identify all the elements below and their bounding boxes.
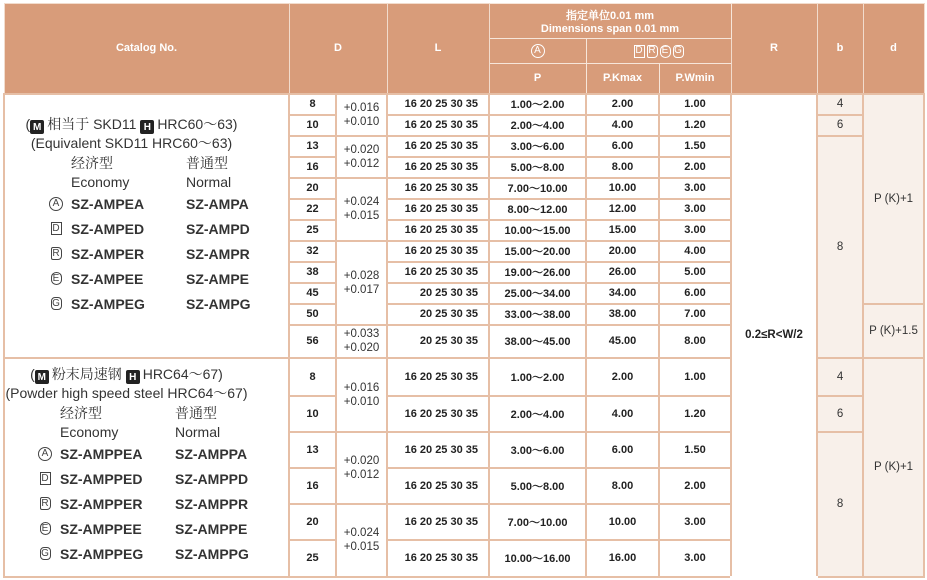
p-range: 10.00～15.00 [489,220,586,241]
type-label-row [5,403,288,422]
economy-model: SZ-AMPED [71,220,145,237]
model-row [5,266,288,291]
l-values: 16 20 25 30 35 [387,115,489,136]
p-range: 10.00～16.00 [489,540,586,577]
p-range: 1.00～2.00 [489,94,586,115]
p-range: 8.00～12.00 [489,199,586,220]
p-kmax: 45.00 [586,325,659,358]
model-row [5,466,288,491]
economy-model: SZ-AMPPEG [60,545,144,562]
header-b: b [817,4,863,94]
p-range: 38.00～45.00 [489,325,586,358]
type-d-icon: D [635,45,643,57]
p-wmin: 3.00 [659,199,731,220]
shape-g-icon: G [41,547,49,559]
normal-model: SZ-AMPPD [175,470,249,487]
shape-a-icon: A [38,447,52,461]
p-kmax: 6.00 [586,136,659,157]
normal-model: SZ-AMPPG [175,545,249,562]
p-kmax: 20.00 [586,241,659,262]
l-values: 16 20 25 30 35 [387,396,489,432]
tolerance-lower: +0.012 [343,468,380,481]
p-kmax: 6.00 [586,432,659,468]
p-range: 7.00～10.00 [489,504,586,540]
tolerance-upper: +0.016 [343,381,380,394]
tolerance-lower: +0.015 [343,541,380,553]
p-wmin: 4.00 [659,241,731,262]
shape-r-icon: R [41,497,49,509]
shape-g-icon [45,297,67,310]
p-range: 7.00～10.00 [489,178,586,199]
d-value: 16 [289,468,336,504]
l-values: 16 20 25 30 35 [387,178,489,199]
normal-model: SZ-AMPPR [175,495,249,512]
l-values: 16 20 25 30 35 [387,432,489,468]
normal-cn: 普通型 [175,404,217,421]
d-value: 25 [289,220,336,241]
p-wmin: 1.20 [659,396,731,432]
normal-model: SZ-AMPPE [175,520,248,537]
header-p-kmax: P.Kmax [586,64,659,94]
shape-e-icon: E [40,522,51,535]
header-dimensions-span [489,4,731,39]
d-value: 22 [289,199,336,220]
tolerance-lower: +0.010 [343,395,380,408]
d-tolerance [336,504,387,577]
type-e-icon: E [660,45,671,58]
economy-model: SZ-AMPPEE [60,520,142,537]
material-en: (Powder high speed steel HRC64～67) [5,385,248,401]
economy-model: SZ-AMPPER [60,495,143,512]
l-values: 16 20 25 30 35 [387,220,489,241]
p-range: 2.00～4.00 [489,396,586,432]
p-wmin: 7.00 [659,304,731,325]
type-label-row [5,172,288,191]
header-p: P [489,64,586,94]
d-value: 13 [289,136,336,157]
shape-d-icon [45,222,67,235]
header-p-wmin: P.Wmin [659,64,731,94]
economy-en: Economy [71,173,130,190]
p-range: 3.00～6.00 [489,136,586,157]
l-values: 20 25 30 35 [387,283,489,304]
p-range: 5.00～8.00 [489,468,586,504]
hardness-badge-icon: H [140,120,154,134]
d-value: 20 [289,504,336,540]
tolerance-lower: +0.015 [343,210,380,222]
p-kmax: 34.00 [586,283,659,304]
p-wmin: 1.00 [659,358,731,396]
economy-model: SZ-AMPEE [71,270,144,287]
d-value: 10 [289,115,336,136]
economy-model: SZ-AMPPED [60,470,143,487]
shape-g-icon: G [52,297,60,309]
hardness: HRC64～67) [142,365,223,382]
economy-en: Economy [60,423,119,440]
type-g-icon: G [674,45,682,57]
model-row [5,191,288,216]
material-line: ( M 相当于 SKD11 H HRC60～63) [25,115,238,133]
p-range: 19.00～26.00 [489,262,586,283]
normal-model: SZ-AMPR [186,245,250,262]
model-row [5,241,288,266]
p-range: 3.00～6.00 [489,432,586,468]
material-en: (Equivalent SKD11 HRC60～63) [30,135,233,151]
p-wmin: 1.20 [659,115,731,136]
p-wmin: 3.00 [659,220,731,241]
b-value: 6 [817,115,863,136]
shape-a-icon [34,447,56,461]
normal-model: SZ-AMPA [186,195,249,212]
p-wmin: 1.00 [659,94,731,115]
d-tolerance [336,358,387,432]
hardness-badge-icon: H [126,370,140,384]
model-row [5,291,288,316]
d-tolerance [336,94,387,136]
type-label-row [5,153,288,172]
tolerance-upper: +0.024 [343,196,380,208]
economy-model: SZ-AMPPEA [60,445,143,462]
header-l: L [387,4,489,94]
d-value: 38 [289,262,336,283]
tolerance-upper: +0.020 [343,143,380,156]
header-d-small: d [863,4,924,94]
b-value: 8 [817,432,863,577]
d-tolerance [336,432,387,504]
d-value: 45 [289,283,336,304]
p-wmin: 6.00 [659,283,731,304]
p-kmax: 10.00 [586,178,659,199]
d-formula: P (K)+1 [863,94,924,304]
material-cn: 粉末局速钢 [51,365,122,382]
d-tolerance [336,136,387,178]
table-row [4,94,924,115]
shape-r-icon: R [52,247,60,259]
economy-model: SZ-AMPEG [71,295,145,312]
d-value: 8 [289,94,336,115]
model-row [5,441,288,466]
dims-cn: 指定单位0.01 mm [566,10,655,22]
tolerance-upper: +0.016 [343,101,380,114]
l-values: 20 25 30 35 [387,304,489,325]
shape-r-icon [34,497,56,510]
p-kmax: 38.00 [586,304,659,325]
d-value: 20 [289,178,336,199]
l-values: 16 20 25 30 35 [387,157,489,178]
p-wmin: 1.50 [659,432,731,468]
normal-en: Normal [175,423,221,440]
d-value: 56 [289,325,336,358]
p-range: 33.00～38.00 [489,304,586,325]
d-tolerance [336,325,387,358]
header-catalog-no: Catalog No. [4,4,289,94]
p-kmax: 4.00 [586,115,659,136]
l-values: 16 20 25 30 35 [387,94,489,115]
p-wmin: 8.00 [659,325,731,358]
material-badge-icon: M [30,120,44,134]
economy-cn: 经济型 [60,404,102,421]
shape-g-icon [34,547,56,560]
tolerance-upper: +0.020 [343,454,380,467]
b-value: 8 [817,136,863,358]
tolerance-upper: +0.028 [343,269,380,282]
l-values: 16 20 25 30 35 [387,136,489,157]
p-kmax: 12.00 [586,199,659,220]
p-kmax: 8.00 [586,157,659,178]
material-line: ( M 粉末局速钢 H HRC64～67) [30,365,223,383]
l-values: 16 20 25 30 35 [387,199,489,220]
shape-e-icon [45,272,67,285]
d-value: 8 [289,358,336,396]
normal-en: Normal [186,173,232,190]
p-kmax: 15.00 [586,220,659,241]
p-kmax: 16.00 [586,540,659,577]
shape-a-icon: A [49,197,63,211]
l-values: 20 25 30 35 [387,325,489,358]
p-range: 1.00～2.00 [489,358,586,396]
normal-model: SZ-AMPE [186,270,249,287]
l-values: 16 20 25 30 35 [387,262,489,283]
l-values: 16 20 25 30 35 [387,241,489,262]
p-range: 25.00～34.00 [489,283,586,304]
normal-model: SZ-AMPPA [175,445,248,462]
hardness: HRC60～63) [157,115,238,132]
header-type-a [489,39,586,64]
tolerance-upper: +0.033 [343,328,380,340]
b-value: 4 [817,94,863,115]
shape-d-icon: D [52,222,60,234]
tolerance-lower: +0.010 [343,115,380,128]
p-range: 5.00～8.00 [489,157,586,178]
catalog-spec-table [3,3,925,578]
type-label-row [5,422,288,441]
d-value: 25 [289,540,336,577]
model-row [5,541,288,566]
b-value: 4 [817,358,863,396]
normal-model: SZ-AMPD [186,220,250,237]
catalog-cell [4,94,289,358]
type-r-icon: R [648,45,656,57]
d-formula: P (K)+1 [863,358,924,577]
catalog-cell [4,358,289,577]
header-d: D [289,4,387,94]
material-cn: 相当于 SKD11 [47,115,137,132]
tolerance-lower: +0.020 [343,342,380,354]
d-value: 50 [289,304,336,325]
tolerance-upper: +0.024 [343,527,380,539]
economy-model: SZ-AMPEA [71,195,145,212]
d-tolerance [336,178,387,241]
economy-cn: 经济型 [71,154,113,171]
p-kmax: 4.00 [586,396,659,432]
p-wmin: 3.00 [659,178,731,199]
l-values: 16 20 25 30 35 [387,540,489,577]
tolerance-lower: +0.017 [343,283,380,296]
p-kmax: 26.00 [586,262,659,283]
model-row [5,516,288,541]
normal-model: SZ-AMPG [186,295,251,312]
dims-en: Dimensions span 0.01 mm [540,23,680,35]
header-r: R [731,4,817,94]
model-row [5,216,288,241]
d-value: 16 [289,157,336,178]
material-badge-icon: M [35,370,49,384]
p-wmin: 2.00 [659,157,731,178]
type-a-icon: A [531,44,545,58]
p-kmax: 2.00 [586,358,659,396]
p-wmin: 5.00 [659,262,731,283]
p-kmax: 8.00 [586,468,659,504]
shape-d-icon: D [41,472,49,484]
l-values: 16 20 25 30 35 [387,358,489,396]
l-values: 16 20 25 30 35 [387,504,489,540]
p-wmin: 3.00 [659,504,731,540]
p-wmin: 3.00 [659,540,731,577]
shape-e-icon: E [51,272,62,285]
b-value: 6 [817,396,863,432]
shape-e-icon [34,522,56,535]
shape-r-icon [45,247,67,260]
normal-cn: 普通型 [186,154,228,171]
shape-a-icon [45,197,67,211]
d-value: 10 [289,396,336,432]
p-kmax: 2.00 [586,94,659,115]
shape-d-icon [34,472,56,485]
p-wmin: 1.50 [659,136,731,157]
tolerance-lower: +0.012 [343,157,380,170]
l-values: 16 20 25 30 35 [387,468,489,504]
header-type-dreg [586,39,731,64]
p-range: 15.00～20.00 [489,241,586,262]
d-tolerance [336,241,387,325]
economy-model: SZ-AMPER [71,245,145,262]
r-value: 0.2≤R<W/2 [731,94,817,577]
d-value: 13 [289,432,336,468]
model-row [5,491,288,516]
p-range: 2.00～4.00 [489,115,586,136]
p-kmax: 10.00 [586,504,659,540]
d-formula: P (K)+1.5 [863,304,924,358]
p-wmin: 2.00 [659,468,731,504]
d-value: 32 [289,241,336,262]
